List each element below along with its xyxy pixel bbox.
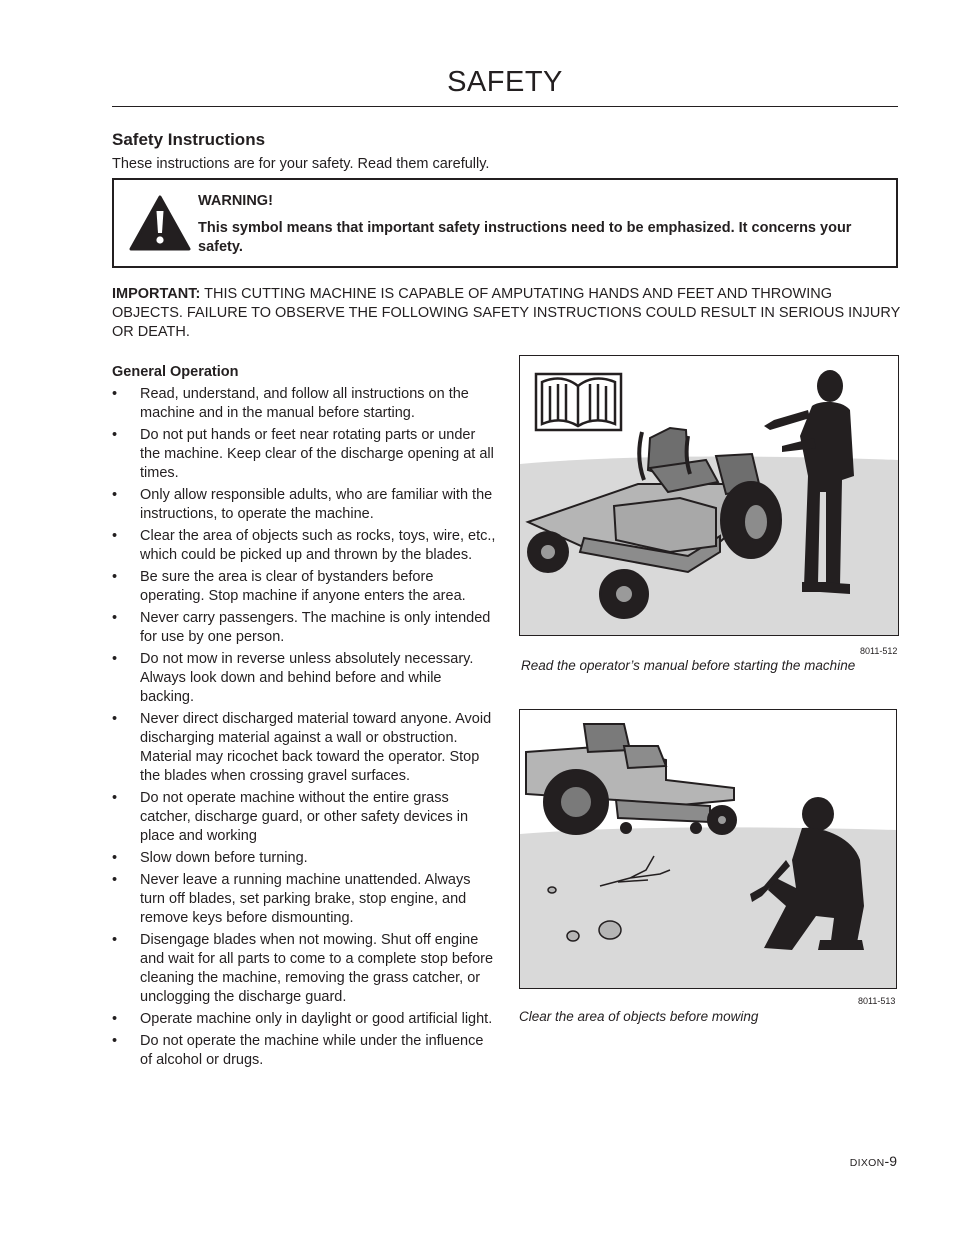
warning-box [112, 178, 898, 268]
figure-code: 8011-513 [858, 996, 896, 1006]
bullet-icon: • [112, 487, 118, 503]
list-item: • Read, understand, and follow all instructions on the machine and in the manual before starting. [112, 386, 469, 421]
page-title: SAFETY [447, 66, 563, 98]
page-number: -9 [884, 1153, 897, 1169]
bullet-icon: • [112, 932, 118, 948]
list-item: • Only allow responsible adults, who are familiar with the instructions, to operate the machine. [112, 487, 493, 522]
bullet-icon: • [112, 569, 118, 585]
warning-title: WARNING! [198, 193, 273, 209]
warning-triangle-icon [129, 195, 191, 251]
bullet-icon: • [112, 386, 118, 402]
list-item: • Never direct discharged material toward anyone. Avoid discharging material against a wall or obstruction. Material may ricochet back toward the operator. Stop the blades when crossing gravel surfaces. [112, 711, 492, 784]
warning-text: This symbol means that important safety instructions need to be emphasized. It concerns your safety. [198, 220, 852, 255]
clear-area-illustration [520, 710, 896, 988]
bullet-icon: • [112, 427, 118, 443]
list-item: • Do not put hands or feet near rotating parts or under the machine. Keep clear of the discharge opening at all times. [112, 427, 494, 481]
list-item: • Operate machine only in daylight or good artificial light. [112, 1011, 493, 1027]
important-label: IMPORTANT: [112, 286, 201, 302]
read-manual-illustration [520, 356, 898, 635]
list-item: • Slow down before turning. [112, 850, 308, 866]
list-item: • Do not operate the machine while under the influence of alcohol or drugs. [112, 1033, 484, 1068]
zero-turn-mower-icon [526, 724, 736, 834]
bullet-icon: • [112, 1011, 118, 1027]
list-item: • Do not operate machine without the entire grass catcher, discharge guard, or other safety devices in place and working [112, 790, 469, 844]
bullet-icon: • [112, 528, 118, 544]
figure-read-manual [519, 355, 899, 636]
figure-caption: Clear the area of objects before mowing [519, 1009, 759, 1024]
list-item: • Clear the area of objects such as rocks, toys, wire, etc., which could be picked up and thrown by the blades. [112, 528, 496, 563]
bullet-icon: • [112, 872, 118, 888]
bullet-icon: • [112, 711, 118, 727]
figure-clear-area [519, 709, 897, 989]
section-heading: Safety Instructions [112, 130, 266, 149]
list-item: • Never carry passengers. The machine is only intended for use by one person. [112, 610, 491, 645]
page-footer [850, 1152, 897, 1172]
list-item: • Do not mow in reverse unless absolutely necessary. Always look down and behind before and while backing. [112, 651, 474, 705]
list-item: • Never leave a running machine unattended. Always turn off blades, set parking brake, stop engine, and remove keys before dismounting. [112, 872, 471, 926]
bullet-icon: • [112, 1033, 118, 1049]
title-divider [112, 106, 898, 107]
figure-caption: Read the operator’s manual before starting the machine [521, 658, 856, 673]
bullet-icon: • [112, 790, 118, 806]
list-item: • Disengage blades when not mowing. Shut off engine and wait for all parts to come to a complete stop before cleaning the machine, removing the grass catcher, or unclogging the discharge guard. [112, 932, 494, 1005]
footer-brand: DIXON [849, 1157, 885, 1169]
bullet-icon: • [112, 610, 118, 626]
figure-code: 8011-512 [860, 646, 898, 656]
important-text: THIS CUTTING MACHINE IS CAPABLE OF AMPUTATING HANDS AND FEET AND THROWING OBJECTS. FAILURE TO OBSERVE THE FOLLOWING SAFETY INSTRUCTIONS COULD RESULT IN SERIOUS INJURY OR DEATH. [112, 286, 900, 340]
general-operation-list [112, 385, 497, 1073]
bullet-icon: • [112, 651, 118, 667]
general-operation-heading: General Operation [112, 364, 239, 380]
open-book-icon [536, 374, 621, 430]
important-notice [112, 285, 902, 342]
intro-text: These instructions are for your safety. Read them carefully. [112, 156, 490, 172]
bullet-icon: • [112, 850, 118, 866]
list-item: • Be sure the area is clear of bystanders before operating. Stop machine if anyone enters the area. [112, 569, 466, 604]
